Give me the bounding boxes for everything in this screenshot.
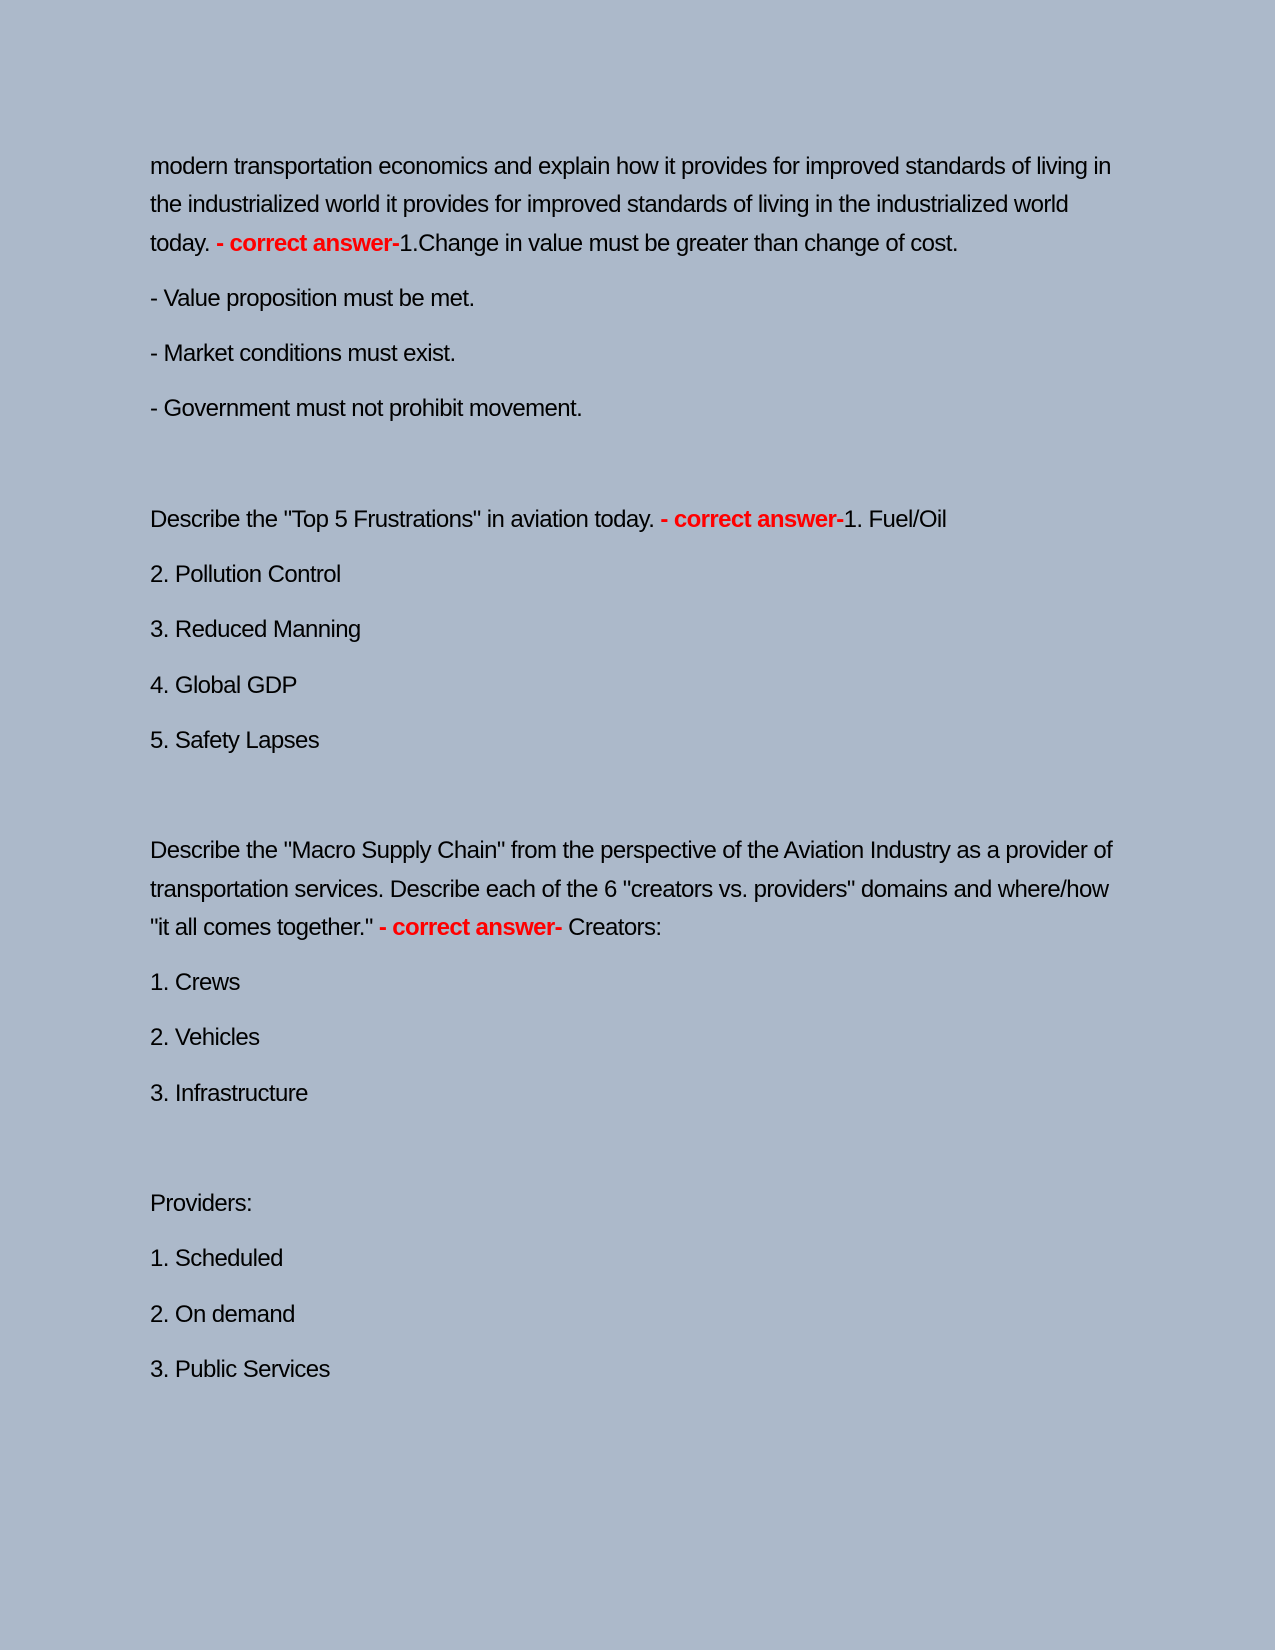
answer-item: - Market conditions must exist. bbox=[150, 340, 456, 368]
question-3 bbox=[150, 832, 1130, 947]
creator-item: 1. Crews bbox=[150, 969, 240, 997]
creator-item: 3. Infrastructure bbox=[150, 1079, 308, 1107]
answer-item: - Government must not prohibit movement. bbox=[150, 395, 583, 423]
correct-answer-marker: - correct answer- bbox=[210, 229, 400, 257]
provider-item: 1. Scheduled bbox=[150, 1245, 283, 1273]
question-1 bbox=[150, 148, 1130, 263]
answer-item: 5. Safety Lapses bbox=[150, 726, 320, 754]
answer-text: Creators: bbox=[568, 913, 662, 941]
providers-heading: Providers: bbox=[150, 1190, 253, 1218]
question-text: Describe the "Macro Supply Chain" from the perspective of the Aviation Industry as a provider of transportation services. Describe each of the 6 "creators vs. providers" domains and where/how "it all comes together." bbox=[150, 837, 1113, 941]
correct-answer-marker: - correct answer- bbox=[654, 505, 844, 533]
answer-item: 3. Reduced Manning bbox=[150, 616, 361, 644]
correct-answer-marker: - correct answer- bbox=[372, 913, 563, 941]
answer-text: 1.Change in value must be greater than change of cost. bbox=[399, 229, 958, 257]
provider-item: 2. On demand bbox=[150, 1300, 295, 1328]
question-text: Describe the "Top 5 Frustrations" in aviation today. bbox=[150, 505, 655, 533]
document-page bbox=[150, 148, 1130, 1389]
answer-item: 4. Global GDP bbox=[150, 671, 297, 699]
provider-item: 3. Public Services bbox=[150, 1355, 330, 1383]
answer-text: 1. Fuel/Oil bbox=[843, 505, 947, 533]
question-text: modern transportation economics and explain how it provides for improved standards of living in the industrialized world it provides for improved standards of living in the industrialized world today. bbox=[150, 153, 1111, 257]
answer-item: 2. Pollution Control bbox=[150, 561, 341, 589]
question-2 bbox=[150, 501, 1130, 539]
answer-item: - Value proposition must be met. bbox=[150, 284, 475, 312]
creator-item: 2. Vehicles bbox=[150, 1024, 260, 1052]
